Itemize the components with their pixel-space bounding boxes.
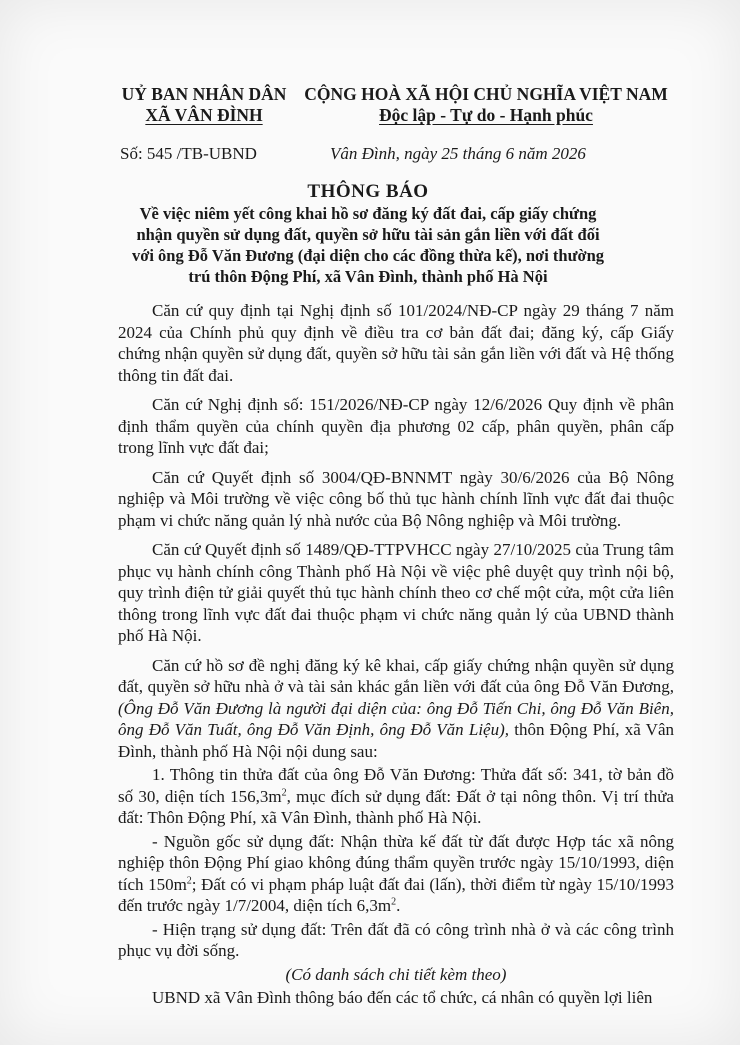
paragraph-legal-basis-3: Căn cứ Quyết định số 3004/QĐ-BNNMT ngày 30/6/2026 của Bộ Nông nghiệp và Môi trường về việc công bố thủ tục hành chính lĩnh vực đất đai thuộc phạm vi chức năng quản lý nhà nước của Bộ Nông nghiệp và Môi trường.	[118, 467, 674, 530]
paragraph-legal-basis-4: Căn cứ Quyết định số 1489/QĐ-TTPVHCC ngày 27/10/2025 của Trung tâm phục vụ hành chính công Thành phố Hà Nội về việc phê duyệt quy trình nội bộ, quy trình điện tử giải quyết thủ tục hành chính theo cơ chế một cửa, một cửa liên thông trong lĩnh vực đất đai thuộc phạm vi chức năng quản lý của UBND thành phố Hà Nội.	[118, 540, 674, 645]
application-text-b: thôn Động Phí, xã Vân Đình, thành phố Hà Nội nội dung sau:	[118, 720, 675, 761]
paragraph-legal-basis-1: Căn cứ quy định tại Nghị định số 101/2024/NĐ-CP ngày 29 tháng 7 năm 2024 của Chính phủ quy định về điều tra cơ bản đất đai; đăng ký, cấp Giấy chứng nhận quyền sử dụng đất, quyền sở hữu tài sản gắn liền với đất và Hệ thống thông tin đất đai.	[118, 301, 674, 385]
origin-text-b: ; Đất có vi phạm pháp luật đất đai (lấn), thời điểm từ ngày 15/10/1993 đến trước ngày 1/7/2004, diện tích 6,3m	[118, 874, 674, 915]
attachment-note: (Có danh sách chi tiết kèm theo)	[285, 964, 507, 984]
paragraph-land-origin	[118, 831, 674, 917]
representatives-note: (Ông Đỗ Văn Đương là người đại diện của: ông Đỗ Tiến Chi, ông Đỗ Văn Biên, ông Đỗ Văn Tuất, ông Đỗ Văn Định, ông Đỗ Văn Liệu),	[118, 698, 674, 739]
authority-line-2: XÃ VÂN ĐÌNH	[145, 105, 263, 125]
parcel-text-a: 1. Thông tin thửa đất của ông Đỗ Văn Đương: Thửa đất số: 341, tờ bản đồ số 30, diện tích 156,3m	[118, 765, 674, 806]
superscript: 2	[186, 874, 192, 886]
paragraph-parcel-info	[118, 764, 674, 829]
national-title	[300, 84, 672, 126]
origin-text-c: .	[396, 896, 401, 915]
origin-text-a: - Nguồn gốc sử dụng đất: Nhận thừa kế đất từ đất được Hợp tác xã nông nghiệp thôn Động Phí giao không đúng thẩm quyền trước ngày 15/10/1993, diện tích 150m	[118, 831, 674, 894]
document-number: Số: 545 /TB-UBND	[120, 144, 257, 163]
paragraph-current-use: - Hiện trạng sử dụng đất: Trên đất đã có công trình nhà ở và các công trình phục vụ đời sống.	[118, 919, 674, 960]
national-motto: Độc lập - Tự do - Hạnh phúc	[379, 105, 593, 125]
paragraph-notice: UBND xã Vân Đình thông báo đến các tổ chức, cá nhân có quyền lợi liên	[152, 988, 653, 1007]
national-title-line-1: CỘNG HOÀ XÃ HỘI CHỦ NGHĨA VIỆT NAM	[304, 84, 668, 104]
authority-line-1: UỶ BAN NHÂN DÂN	[121, 84, 287, 104]
paragraph-legal-basis-2: Căn cứ Nghị định số: 151/2026/NĐ-CP ngày 12/6/2026 Quy định về phân định thẩm quyền của chính quyền địa phương 02 cấp, phân quyền, phân cấp trong lĩnh vực đất đai;	[118, 395, 674, 457]
place-and-date: Vân Đình, ngày 25 tháng 6 năm 2026	[330, 144, 586, 163]
document-subtitle: Về việc niêm yết công khai hồ sơ đăng ký đất đai, cấp giấy chứng nhận quyền sử dụng đất, quyền sở hữu tài sản gắn liền với đất đối với ông Đỗ Văn Đương (đại diện cho các đồng thừa kế), nơi thường trú thôn Động Phí, xã Vân Đình, thành phố Hà Nội	[131, 204, 605, 286]
parcel-text-b: , mục đích sử dụng đất: Đất ở tại nông thôn. Vị trí thửa đất: Thôn Động Phí, xã Vân Đình, thành phố Hà Nội.	[118, 786, 674, 827]
application-text-a: Căn cứ hồ sơ đề nghị đăng ký kê khai, cấp giấy chứng nhận quyền sử dụng đất, quyền sở hữu nhà ở và tài sản khác gắn liền với đất của ông Đỗ Văn Đương,	[118, 655, 674, 696]
document-title: THÔNG BÁO	[307, 181, 429, 202]
paragraph-application	[118, 655, 674, 763]
issuing-authority	[118, 84, 290, 126]
superscript: 2	[281, 786, 287, 798]
title-block	[128, 180, 608, 287]
superscript: 2	[391, 896, 397, 908]
document-body	[118, 300, 674, 1011]
